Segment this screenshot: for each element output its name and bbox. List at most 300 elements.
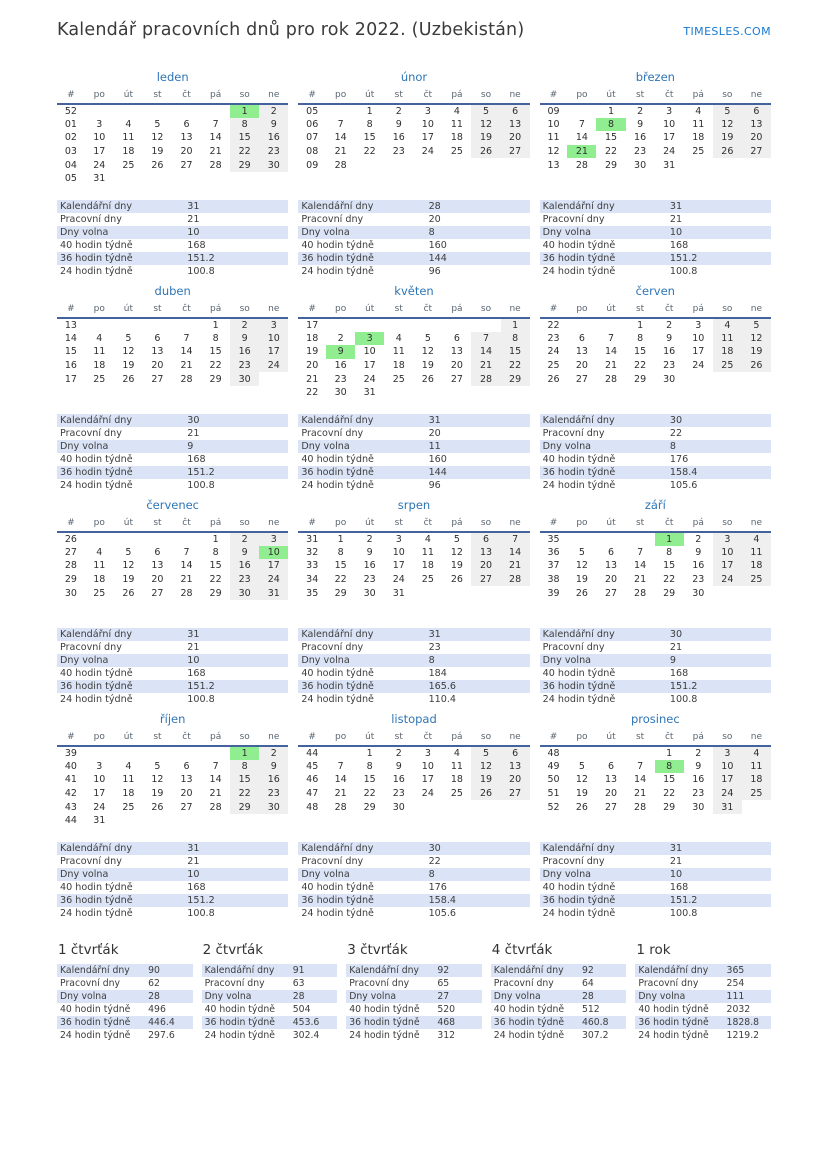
day-cell: 18 xyxy=(93,360,106,372)
stat-value: 144 xyxy=(428,253,447,264)
day-cell xyxy=(259,372,288,386)
day-cell: 3 xyxy=(695,319,702,331)
day-cell: 26 xyxy=(450,574,463,586)
day-cell: 18 xyxy=(122,146,135,158)
calendar-wrap xyxy=(57,304,288,414)
week-row xyxy=(57,546,288,560)
stat-label: 40 hodin týdně xyxy=(349,1004,420,1015)
week-row xyxy=(57,814,288,828)
day-cell: 1 xyxy=(655,532,684,546)
day-cell: 20 xyxy=(151,574,164,586)
day-cell: 28 xyxy=(634,587,647,599)
week-row xyxy=(57,158,288,172)
month-stats xyxy=(540,628,771,706)
day-cell xyxy=(567,318,596,332)
day-cell: 28 xyxy=(180,587,193,599)
day-header: po xyxy=(85,304,114,318)
stat-label: 24 hodin týdně xyxy=(60,266,133,277)
week-row xyxy=(540,532,771,546)
day-cell xyxy=(114,746,143,760)
day-header: st xyxy=(384,304,413,318)
day-cell xyxy=(413,800,442,814)
day-cell: 23 xyxy=(259,145,288,159)
stat-label: 24 hodin týdně xyxy=(60,908,133,919)
stat-value: 105.6 xyxy=(669,480,698,491)
day-cell: 17 xyxy=(713,773,742,787)
day-cell: 23 xyxy=(334,373,347,385)
day-cell: 16 xyxy=(363,560,376,572)
day-header: po xyxy=(326,732,355,746)
week-row xyxy=(298,359,529,373)
stat-value: 31 xyxy=(187,629,200,640)
day-cell xyxy=(413,586,442,600)
day-header: út xyxy=(596,732,625,746)
week-row xyxy=(540,773,771,787)
stat-row xyxy=(635,964,771,977)
day-header: # xyxy=(57,304,85,318)
day-header: čt xyxy=(413,304,442,318)
stat-row xyxy=(540,667,771,680)
stat-value: 21 xyxy=(187,856,200,867)
week-number: 23 xyxy=(547,332,560,344)
stat-label: Dny volna xyxy=(542,655,592,666)
site-link[interactable]: TIMESLES.COM xyxy=(683,25,771,38)
day-header: st xyxy=(384,732,413,746)
day-cell: 30 xyxy=(334,387,347,399)
day-cell: 26 xyxy=(471,145,500,159)
stat-row xyxy=(298,654,529,667)
day-cell: 6 xyxy=(471,532,500,546)
stat-value: 111 xyxy=(726,991,745,1002)
stat-row xyxy=(298,680,529,693)
stat-label: 24 hodin týdně xyxy=(493,1030,565,1041)
day-cell xyxy=(143,172,172,186)
day-cell: 1 xyxy=(366,747,373,759)
day-cell xyxy=(114,814,143,828)
day-cell xyxy=(596,746,625,760)
day-cell xyxy=(442,586,471,600)
week-number: 48 xyxy=(306,801,319,813)
day-header: ne xyxy=(259,304,288,318)
week-row xyxy=(298,131,529,145)
day-cell xyxy=(384,386,413,400)
stat-row xyxy=(540,641,771,654)
day-cell: 31 xyxy=(663,159,676,171)
stat-label: Dny volna xyxy=(204,991,252,1002)
day-cell: 23 xyxy=(392,146,405,158)
day-cell: 7 xyxy=(471,332,500,346)
week-number: 36 xyxy=(547,546,560,558)
week-number: 19 xyxy=(306,346,319,358)
stat-value: 10 xyxy=(187,227,200,238)
stat-row xyxy=(57,466,288,479)
stat-value: 151.2 xyxy=(187,681,215,692)
day-header: pá xyxy=(201,518,230,532)
week-number: 52 xyxy=(547,801,560,813)
day-cell: 22 xyxy=(230,787,259,801)
week-number: 43 xyxy=(64,801,77,813)
stat-row xyxy=(491,977,627,990)
day-cell: 17 xyxy=(93,146,106,158)
summary-title: 4 čtvrťák xyxy=(491,942,553,958)
day-cell: 2 xyxy=(230,318,259,332)
day-header-row xyxy=(57,732,288,746)
stat-value: 31 xyxy=(187,843,200,854)
day-cell: 3 xyxy=(424,105,431,117)
week-number: 20 xyxy=(306,360,319,372)
stat-label: 40 hodin týdně xyxy=(542,240,616,251)
week-number: 26 xyxy=(547,373,560,385)
stat-row xyxy=(57,628,288,641)
week-number: 42 xyxy=(64,788,77,800)
stat-label: Pracovní dny xyxy=(60,856,122,867)
stat-value: 168 xyxy=(187,668,206,679)
stat-label: Pracovní dny xyxy=(301,856,364,867)
day-cell: 13 xyxy=(604,560,618,572)
day-cell: 8 xyxy=(230,760,259,774)
stat-value: 176 xyxy=(428,882,447,893)
stat-label: Kalendářní dny xyxy=(60,201,133,212)
stat-value: 31 xyxy=(669,201,683,212)
day-cell: 6 xyxy=(183,760,190,772)
day-cell: 20 xyxy=(604,788,618,800)
stat-label: Kalendářní dny xyxy=(301,629,374,640)
day-cell: 8 xyxy=(230,118,259,132)
day-cell: 1 xyxy=(212,533,219,545)
summary-title: 2 čtvrťák xyxy=(202,942,264,958)
stat-value: 96 xyxy=(428,480,441,491)
stat-value: 92 xyxy=(581,965,594,976)
day-cell: 29 xyxy=(230,158,259,172)
day-cell: 29 xyxy=(334,587,347,599)
month-stats xyxy=(298,200,529,278)
stat-row xyxy=(540,680,771,693)
day-cell: 19 xyxy=(713,131,742,145)
day-header: ne xyxy=(259,90,288,104)
stat-row xyxy=(540,440,771,453)
stat-row xyxy=(57,881,288,894)
stat-row xyxy=(202,990,338,1003)
day-cell: 19 xyxy=(471,773,500,787)
day-cell: 17 xyxy=(421,774,434,786)
day-cell: 22 xyxy=(501,359,530,373)
stat-row xyxy=(57,894,288,907)
day-cell xyxy=(143,746,172,760)
stat-row xyxy=(298,868,529,881)
day-cell: 28 xyxy=(471,372,500,386)
stat-row xyxy=(540,226,771,239)
day-cell: 21 xyxy=(209,146,222,158)
stat-row xyxy=(202,1003,338,1016)
stat-value: 23 xyxy=(428,642,441,653)
stat-label: 24 hodin týdně xyxy=(60,694,133,705)
day-cell: 24 xyxy=(713,573,742,587)
week-row xyxy=(298,104,529,118)
day-cell: 24 xyxy=(392,574,405,586)
day-cell: 23 xyxy=(392,788,405,800)
stat-value: 31 xyxy=(187,201,200,212)
day-header: po xyxy=(567,732,596,746)
day-cell: 28 xyxy=(209,801,222,813)
day-cell: 14 xyxy=(634,560,647,572)
week-number: 02 xyxy=(64,132,77,144)
summary-block xyxy=(346,942,482,1042)
day-cell: 12 xyxy=(122,560,135,572)
stat-label: 36 hodin týdně xyxy=(301,681,374,692)
day-cell: 9 xyxy=(326,345,355,359)
month-calendar xyxy=(540,90,771,172)
stat-label: Pracovní dny xyxy=(204,978,265,989)
stat-label: 24 hodin týdně xyxy=(301,480,374,491)
stat-row xyxy=(635,1029,771,1042)
day-cell: 9 xyxy=(230,546,259,560)
day-cell xyxy=(201,172,230,186)
day-header: po xyxy=(567,518,596,532)
day-cell: 10 xyxy=(421,118,434,130)
day-header: út xyxy=(114,90,143,104)
day-cell xyxy=(713,372,742,386)
day-cell xyxy=(501,386,530,400)
day-cell: 23 xyxy=(363,574,376,586)
day-cell: 24 xyxy=(259,573,288,587)
day-cell: 27 xyxy=(501,787,530,801)
day-cell: 3 xyxy=(713,532,742,546)
day-cell xyxy=(567,104,596,118)
stat-label: Pracovní dny xyxy=(638,978,699,989)
stat-value: 151.2 xyxy=(669,253,698,264)
stat-row xyxy=(540,453,771,466)
day-header: # xyxy=(298,732,326,746)
week-row xyxy=(540,158,771,172)
week-row xyxy=(540,800,771,814)
month-calendar xyxy=(57,90,288,186)
day-cell: 18 xyxy=(93,574,106,586)
stat-label: 24 hodin týdně xyxy=(542,266,616,277)
day-cell: 8 xyxy=(666,546,673,558)
stat-value: 151.2 xyxy=(669,895,698,906)
stat-row xyxy=(298,427,529,440)
stat-value: 100.8 xyxy=(669,694,698,705)
stat-row xyxy=(298,667,529,680)
week-row xyxy=(57,359,288,373)
stat-label: Kalendářní dny xyxy=(60,415,133,426)
day-header: út xyxy=(596,90,625,104)
month-title: leden xyxy=(156,70,189,84)
day-cell: 5 xyxy=(154,760,161,772)
stat-label: Pracovní dny xyxy=(542,642,605,653)
stat-label: 40 hodin týdně xyxy=(638,1004,709,1015)
day-cell: 28 xyxy=(634,801,647,813)
day-header: st xyxy=(143,304,172,318)
day-cell xyxy=(143,814,172,828)
day-cell: 13 xyxy=(742,118,771,132)
stat-label: 36 hodin týdně xyxy=(204,1017,275,1028)
stat-value: 165.6 xyxy=(428,681,457,692)
day-cell: 13 xyxy=(180,132,193,144)
day-cell: 10 xyxy=(663,118,676,130)
day-header: čt xyxy=(655,518,684,532)
week-row xyxy=(57,586,288,600)
stat-label: Kalendářní dny xyxy=(542,843,615,854)
stat-row xyxy=(57,1029,193,1042)
day-cell: 22 xyxy=(363,146,376,158)
day-cell: 18 xyxy=(450,774,463,786)
day-cell: 21 xyxy=(471,359,500,373)
day-header: út xyxy=(114,732,143,746)
stat-row xyxy=(298,252,529,265)
day-cell xyxy=(326,746,355,760)
day-cell: 27 xyxy=(180,159,193,171)
day-cell xyxy=(326,318,355,332)
stat-row xyxy=(298,641,529,654)
day-cell: 6 xyxy=(742,104,771,118)
month-calendar xyxy=(298,304,529,400)
stat-value: 168 xyxy=(187,454,206,465)
day-cell: 1 xyxy=(366,105,373,117)
stat-row xyxy=(635,1003,771,1016)
week-number: 16 xyxy=(64,360,77,372)
day-cell: 18 xyxy=(421,560,434,572)
day-cell: 11 xyxy=(450,118,463,130)
stat-label: 40 hodin týdně xyxy=(204,1004,275,1015)
week-number: 22 xyxy=(306,387,319,399)
calendar-wrap xyxy=(57,732,288,842)
day-cell: 9 xyxy=(695,546,702,558)
day-cell: 20 xyxy=(151,360,164,372)
day-cell: 5 xyxy=(578,760,585,772)
day-cell: 12 xyxy=(421,346,434,358)
day-cell: 26 xyxy=(122,373,135,385)
day-cell: 24 xyxy=(93,801,106,813)
stat-label: Pracovní dny xyxy=(301,214,364,225)
month-stats xyxy=(540,200,771,278)
day-cell: 6 xyxy=(183,118,190,130)
day-cell: 23 xyxy=(230,359,259,373)
day-cell xyxy=(471,158,500,172)
week-number: 25 xyxy=(547,360,560,372)
day-header: pá xyxy=(442,518,471,532)
stat-row xyxy=(491,1016,627,1029)
day-header: čt xyxy=(172,518,201,532)
day-cell: 12 xyxy=(471,760,500,774)
day-header: út xyxy=(355,732,384,746)
stat-row xyxy=(540,693,771,706)
stat-label: Pracovní dny xyxy=(542,428,605,439)
day-cell: 23 xyxy=(663,360,676,372)
stat-row xyxy=(298,693,529,706)
day-cell: 18 xyxy=(742,773,771,787)
stat-row xyxy=(540,239,771,252)
day-cell: 4 xyxy=(424,533,431,545)
day-cell: 11 xyxy=(122,774,135,786)
day-cell: 23 xyxy=(634,146,647,158)
stat-label: 36 hodin týdně xyxy=(60,681,133,692)
day-cell xyxy=(259,172,288,186)
stat-label: Pracovní dny xyxy=(60,642,122,653)
stat-row xyxy=(57,226,288,239)
stat-value: 100.8 xyxy=(187,266,215,277)
day-cell xyxy=(172,532,201,546)
day-cell xyxy=(471,318,500,332)
day-cell: 26 xyxy=(151,159,164,171)
week-row xyxy=(540,104,771,118)
month-title: únor xyxy=(400,70,428,84)
day-cell: 10 xyxy=(259,546,288,560)
day-cell: 11 xyxy=(692,118,705,130)
day-cell: 20 xyxy=(604,574,618,586)
day-cell: 14 xyxy=(634,774,647,786)
day-cell: 19 xyxy=(421,360,434,372)
day-cell: 29 xyxy=(663,587,676,599)
day-cell: 25 xyxy=(742,573,771,587)
stat-label: 36 hodin týdně xyxy=(301,467,374,478)
day-cell: 2 xyxy=(366,533,373,545)
day-cell: 2 xyxy=(230,532,259,546)
day-cell: 12 xyxy=(122,346,135,358)
day-cell: 13 xyxy=(501,118,530,132)
day-cell xyxy=(567,532,596,546)
day-cell: 7 xyxy=(212,118,219,130)
day-header: ne xyxy=(742,732,771,746)
stat-label: 36 hodin týdně xyxy=(301,895,374,906)
week-row xyxy=(540,332,771,346)
day-cell xyxy=(413,386,442,400)
day-cell: 20 xyxy=(450,360,463,372)
stat-value: 160 xyxy=(428,240,447,251)
day-cell: 11 xyxy=(742,546,771,560)
week-number: 10 xyxy=(547,118,560,130)
stat-row xyxy=(298,239,529,252)
day-cell: 27 xyxy=(180,801,193,813)
day-cell xyxy=(742,158,771,172)
week-row xyxy=(57,104,288,118)
day-cell: 19 xyxy=(471,131,500,145)
week-number: 26 xyxy=(64,533,77,545)
stat-label: 36 hodin týdně xyxy=(542,253,616,264)
stat-value: 63 xyxy=(292,978,305,989)
stat-value: 168 xyxy=(669,668,689,679)
week-row xyxy=(57,760,288,774)
day-header: # xyxy=(540,304,568,318)
day-cell: 8 xyxy=(596,118,625,132)
day-cell: 3 xyxy=(713,746,742,760)
stat-row xyxy=(57,977,193,990)
day-cell: 13 xyxy=(575,346,588,358)
day-cell: 22 xyxy=(209,360,222,372)
calendar-wrap xyxy=(540,90,771,200)
stat-value: 453.6 xyxy=(292,1017,320,1028)
stat-row xyxy=(57,453,288,466)
week-row xyxy=(298,318,529,332)
day-header: čt xyxy=(655,304,684,318)
day-cell: 2 xyxy=(259,746,288,760)
stat-value: 100.8 xyxy=(187,480,215,491)
day-cell: 25 xyxy=(742,787,771,801)
day-cell: 9 xyxy=(259,118,288,132)
stat-label: 24 hodin týdně xyxy=(542,694,616,705)
day-header-row xyxy=(57,518,288,532)
month-block xyxy=(298,284,529,498)
stat-row xyxy=(57,213,288,226)
day-cell: 8 xyxy=(655,760,684,774)
day-header: čt xyxy=(655,90,684,104)
day-cell: 15 xyxy=(604,132,618,144)
week-number: 46 xyxy=(306,774,319,786)
stat-label: 40 hodin týdně xyxy=(301,882,374,893)
day-cell: 3 xyxy=(96,760,103,772)
stat-row xyxy=(57,842,288,855)
calendar-wrap xyxy=(57,518,288,628)
